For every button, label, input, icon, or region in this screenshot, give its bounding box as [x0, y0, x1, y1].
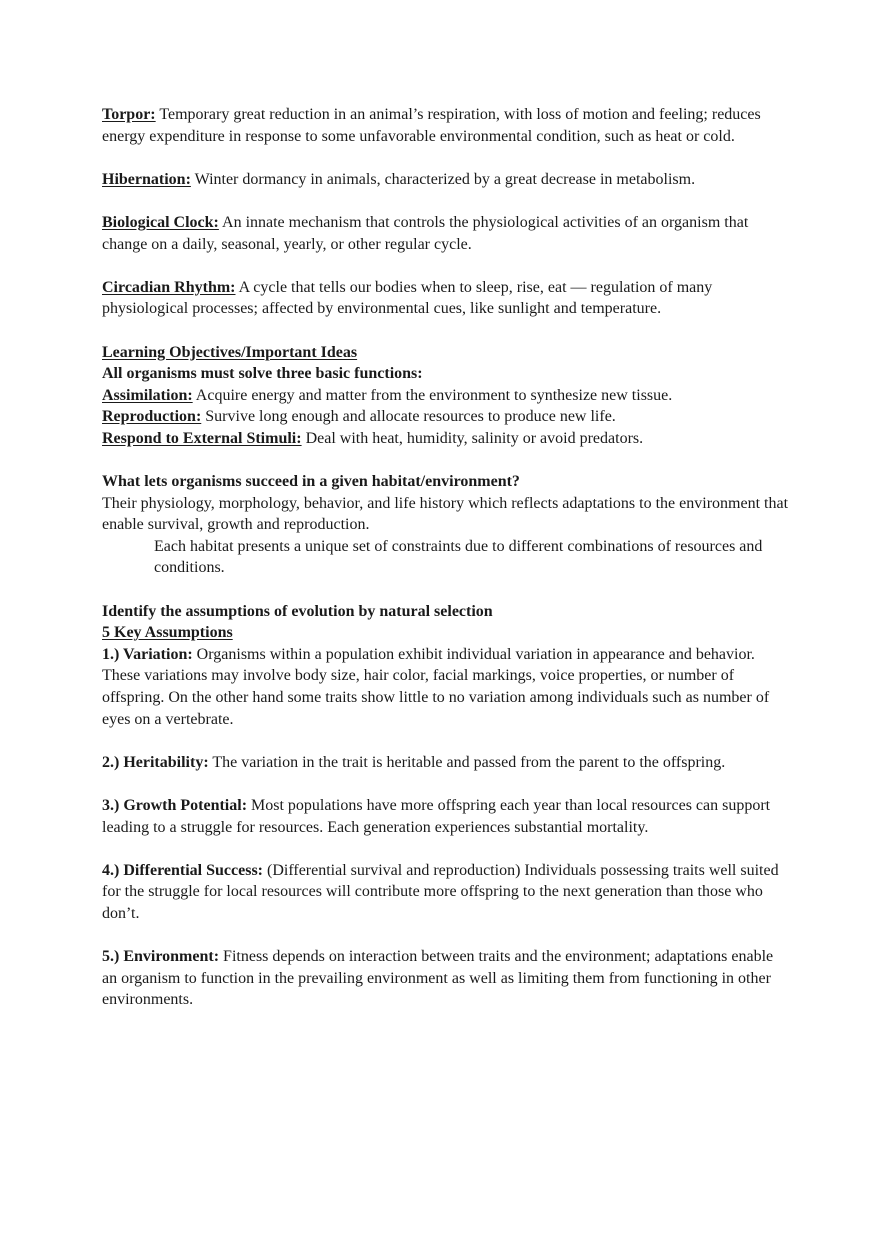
assumption-environment — [102, 946, 792, 1011]
function-term: Assimilation: — [102, 386, 193, 404]
definition-text: An innate mechanism that controls the physiological activities of an organism that change on a daily, seasonal, yearly, or other regular cycle. — [102, 213, 749, 253]
spacer — [102, 925, 792, 947]
function-text: Deal with heat, humidity, salinity or avoid predators. — [301, 429, 644, 447]
assumption-text: Most populations have more offspring each year than local resources can support leading to a struggle for resources. Each generation experiences substantial mortality. — [102, 797, 771, 836]
habitat-detail: Each habitat presents a unique set of constraints due to different combinations of resources and conditions. — [154, 537, 763, 577]
habitat-answer: Their physiology, morphology, behavior, and life history which reflects adaptations to the environment that enable survival, growth and reproduction. — [102, 494, 789, 534]
assumption-text: The variation in the trait is heritable and passed from the parent to the offspring. — [208, 753, 726, 771]
evolution-heading: Identify the assumptions of evolution by natural selection — [102, 602, 493, 620]
assumption-title: 5.) Environment: — [102, 948, 220, 966]
definition-text: A cycle that tells our bodies when to sleep, rise, eat — regulation of many physiological processes; affected by environmental cues, like sunlight and temperature. — [102, 278, 713, 318]
assumption-variation — [102, 644, 792, 730]
definition-term: Torpor: — [102, 106, 156, 123]
definition-text: Temporary great reduction in an animal’s respiration, with loss of motion and feeling; reduces energy expenditure in response to some unfavorable environmental condition, such as heat or cold. — [102, 106, 761, 145]
document-body — [102, 104, 792, 1011]
spacer — [102, 579, 792, 601]
definition-hibernation — [102, 169, 792, 191]
definition-torpor — [102, 104, 792, 147]
spacer — [102, 320, 792, 342]
assumption-title: 3.) Growth Potential: — [102, 797, 248, 814]
function-respond-stimuli — [102, 428, 792, 450]
definition-biological-clock — [102, 212, 792, 255]
function-text: Acquire energy and matter from the environment to synthesize new tissue. — [192, 386, 673, 404]
assumption-growth-potential — [102, 795, 792, 838]
function-reproduction — [102, 406, 792, 428]
spacer — [102, 190, 792, 212]
function-text: Survive long enough and allocate resources to produce new life. — [201, 408, 616, 426]
habitat-question: What lets organisms succeed in a given habitat/environment? — [102, 473, 520, 491]
spacer — [102, 773, 792, 795]
definition-term: Biological Clock: — [102, 213, 219, 231]
assumption-title: 4.) Differential Success: — [102, 861, 263, 879]
spacer — [102, 838, 792, 860]
spacer — [102, 147, 792, 169]
assumption-text: Organisms within a population exhibit individual variation in appearance and behavior. These variations may involve body size, hair color, facial markings, voice properties, or number of offspring. On the other hand some traits show little to no variation among individuals such as number of eyes on a vertebrate. — [102, 645, 770, 728]
evolution-subheading: 5 Key Assumptions — [102, 624, 233, 642]
assumption-text: Fitness depends on interaction between traits and the environment; adaptations enable an organism to function in the prevailing environment as well as limiting them from functioning in other environments. — [102, 948, 774, 1009]
objectives-subheading: All organisms must solve three basic functions: — [102, 365, 423, 383]
function-assimilation — [102, 385, 792, 407]
assumption-text: (Differential survival and reproduction) Individuals possessing traits well suited for the struggle for local resources will contribute more offspring to the next generation than those who don’t. — [102, 861, 779, 922]
spacer — [102, 450, 792, 472]
objectives-heading: Learning Objectives/Important Ideas — [102, 343, 358, 361]
assumption-differential-success — [102, 860, 792, 925]
definition-term: Circadian Rhythm: — [102, 278, 236, 296]
definition-circadian-rhythm — [102, 277, 792, 320]
function-term: Reproduction: — [102, 408, 202, 426]
assumption-title: 1.) Variation: — [102, 645, 193, 663]
function-term: Respond to External Stimuli: — [102, 429, 302, 447]
definition-term: Hibernation: — [102, 170, 191, 188]
assumption-title: 2.) Heritability: — [102, 753, 209, 771]
spacer — [102, 730, 792, 752]
spacer — [102, 255, 792, 277]
definition-text: Winter dormancy in animals, characterized by a great decrease in metabolism. — [190, 170, 696, 188]
assumption-heritability — [102, 752, 792, 774]
